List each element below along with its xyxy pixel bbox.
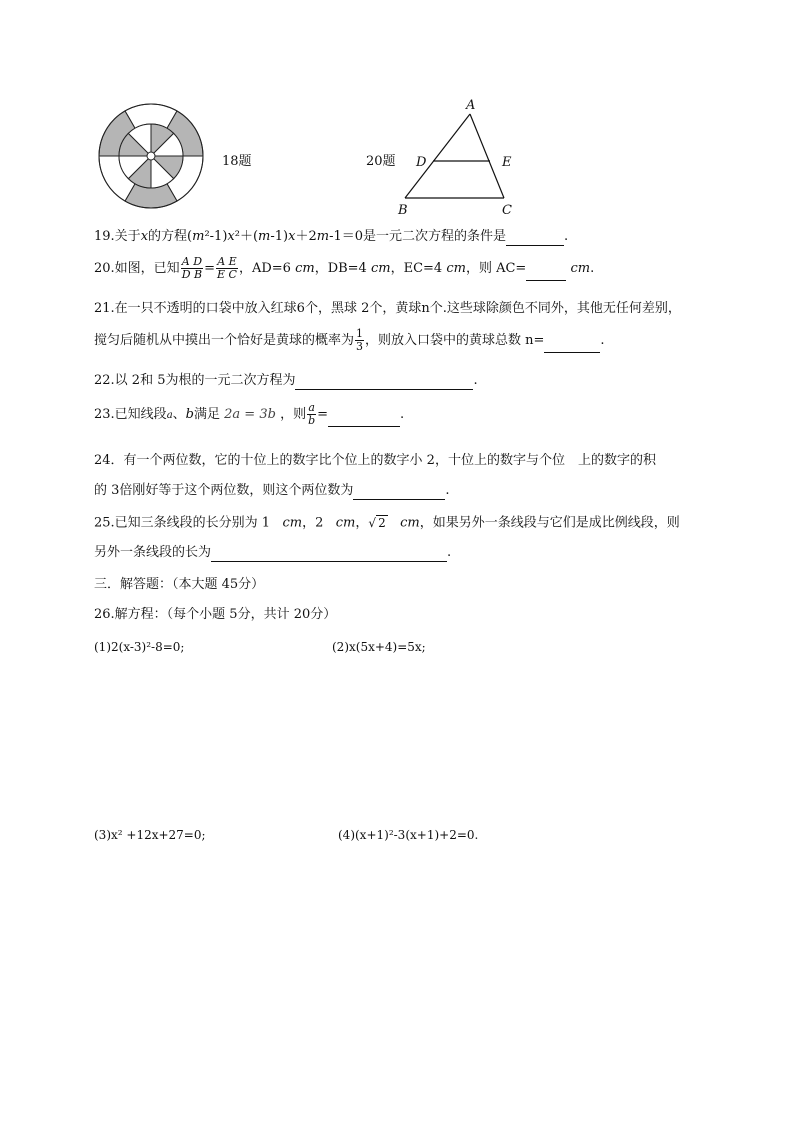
vertex-e-label: E [502, 155, 512, 170]
figure-20-label: 20题 [366, 154, 396, 169]
question-21-line-1: 21.在一只不透明的口袋中放入红球6个，黑球 2个，黄球n个.这些球除颜色不同外，其他无任何差别， [94, 301, 681, 316]
question-26-sub-1: (1)2(x-3)²-8=0; [94, 640, 185, 654]
answer-blank-25[interactable] [211, 547, 447, 562]
answer-blank-22[interactable] [295, 375, 473, 390]
vertex-a-label: A [466, 98, 476, 113]
question-26-title: 26.解方程：（每个小题 5分，共计 20分） [94, 607, 337, 622]
figure-18-label: 18题 [222, 154, 252, 169]
question-26-sub-2: (2)x(5x+4)=5x; [332, 640, 426, 654]
question-21-line-2: 搅匀后随机从中摸出一个恰好是黄球的概率为 $\frac{1}{3}$ ，则放入口袋中的黄球总数 n= . [94, 327, 605, 353]
question-19: 19.关于x的方程(m²-1)x²＋(m-1)x＋2m-1＝0是一元二次方程的条件是 . [94, 229, 569, 244]
fraction-ae-ec: $\frac{\text{A E}}{\text{E C}}$ [217, 255, 237, 281]
question-25-line-1: 25.已知三条线段的长分别为 1 cm，2 cm，√ 2 cm，如果另外一条线段与它们是成比例线段，则 [94, 515, 680, 531]
vertex-c-label: C [502, 203, 512, 218]
fraction-one-third: $\frac{1}{3}$ [356, 327, 364, 353]
question-24-line-2: 的 3倍刚好等于这个两位数，则这个两位数为 . [94, 483, 450, 498]
section-3-heading: 三．解答题：（本大题 45分） [94, 577, 265, 592]
vertex-d-label: D [416, 155, 427, 170]
question-26-sub-4: (4)(x+1)²-3(x+1)+2=0. [338, 828, 479, 842]
question-26-sub-3: (3)x² +12x+27=0; [94, 828, 206, 842]
figure-18-circle [96, 102, 206, 210]
fraction-ad-db: $\frac{\text{A D}}{\text{D B}}$ [181, 255, 203, 281]
vertex-b-label: B [398, 203, 408, 218]
question-23: 23.已知线段a、b满足 2a = 3b ，则 $\frac{a}{b}$ = . [94, 401, 405, 427]
figure-20-triangle [392, 94, 532, 220]
answer-blank-24[interactable] [353, 485, 445, 500]
question-22: 22.以 2和 5为根的一元二次方程为 . [94, 373, 478, 388]
fraction-a-over-b: $\frac{a}{b}$ [308, 401, 316, 427]
sqrt-two: √ 2 [368, 516, 386, 530]
question-24-line-1: 24．有一个两位数，它的十位上的数字比个位上的数字小 2，十位上的数字与个位 上的数字的积 [94, 453, 656, 468]
answer-blank-23[interactable] [328, 412, 400, 427]
question-20: 20.如图，已知 $\frac{\text{A D}}{\text{D B}}$ = $\frac{\text{A E}}{\text{E C}}$ ，AD=6 cm，DB=4 cm，EC=4 cm，则 AC= cm. [94, 255, 595, 281]
answer-blank-20[interactable] [526, 266, 566, 281]
answer-blank-19[interactable] [506, 231, 564, 246]
answer-blank-21[interactable] [544, 338, 600, 353]
question-25-line-2: 另外一条线段的长为 . [94, 545, 452, 560]
